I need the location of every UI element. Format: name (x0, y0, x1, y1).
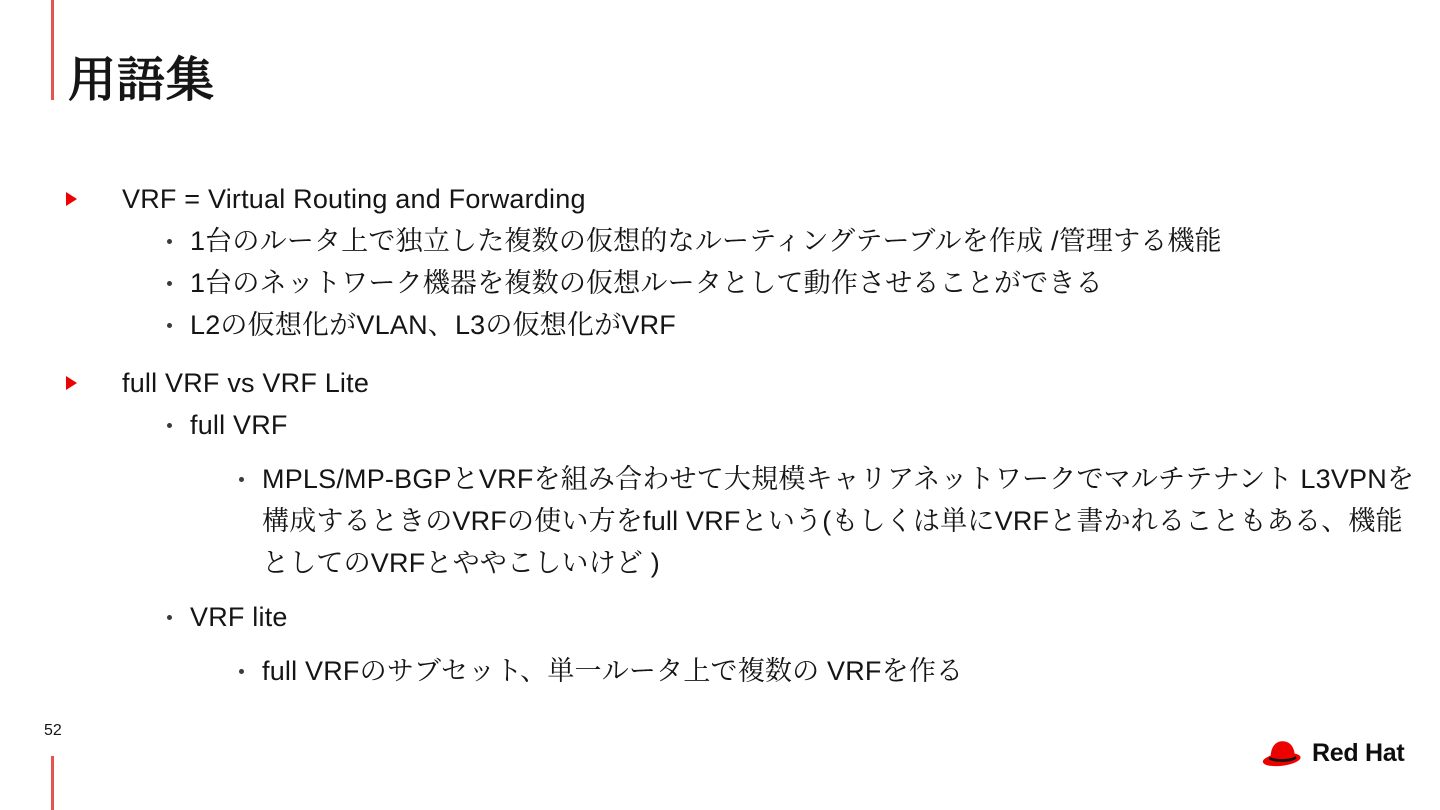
bullet-dot-icon (167, 239, 172, 244)
bullet-item-level-1 (0, 362, 1430, 404)
bullet-dot-icon (167, 423, 172, 428)
bullet-triangle-icon (66, 376, 77, 390)
bullet-text: full VRF (190, 410, 288, 440)
bullet-dot-icon (239, 477, 244, 482)
bullet-item-level-2 (0, 596, 1430, 638)
slide-title: 用語集 (68, 54, 216, 108)
bullet-item-level-2 (0, 262, 1430, 304)
accent-line-bottom (51, 756, 54, 810)
page-number: 52 (44, 722, 62, 739)
bullet-text: MPLS/MP-BGPとVRFを組み合わせて大規模キャリアネットワークでマルチテナント L3VPNを構成するときのVRFの使い方をfull VRFという(もしくは単にVRFと書かれることもある、機能としてのVRFとややこしいけど ) (262, 464, 1415, 578)
bullet-item-level-2 (0, 304, 1430, 346)
bullet-text: 1台のルータ上で独立した複数の仮想的なルーティングテーブルを作成 /管理する機能 (190, 226, 1222, 256)
bullet-dot-icon (167, 323, 172, 328)
bullet-text: 1台のネットワーク機器を複数の仮想ルータとして動作させることができる (190, 268, 1103, 298)
redhat-logo (1262, 738, 1404, 768)
redhat-wordmark: Red Hat (1312, 738, 1405, 767)
bullet-text: full VRF vs VRF Lite (122, 368, 370, 398)
bullet-dot-icon (167, 281, 172, 286)
bullet-dot-icon (167, 615, 172, 620)
bullet-triangle-icon (66, 192, 77, 206)
bullet-text: full VRFのサブセット、単一ルータ上で複数の VRFを作る (262, 656, 964, 686)
bullet-text: L2の仮想化がVLAN、L3の仮想化がVRF (190, 310, 676, 340)
bullet-item-level-2 (0, 404, 1430, 446)
bullet-item-level-3 (0, 650, 1430, 692)
bullet-text: VRF = Virtual Routing and Forwarding (122, 184, 586, 214)
bullet-item-level-2 (0, 220, 1430, 262)
bullet-dot-icon (239, 669, 244, 674)
bullet-list (0, 178, 1430, 704)
bullet-text: VRF lite (190, 602, 288, 632)
bullet-item-level-3 (0, 458, 1430, 584)
accent-line-top (51, 0, 54, 100)
bullet-item-level-1 (0, 178, 1430, 220)
red-hat-fedora-icon (1262, 738, 1304, 768)
